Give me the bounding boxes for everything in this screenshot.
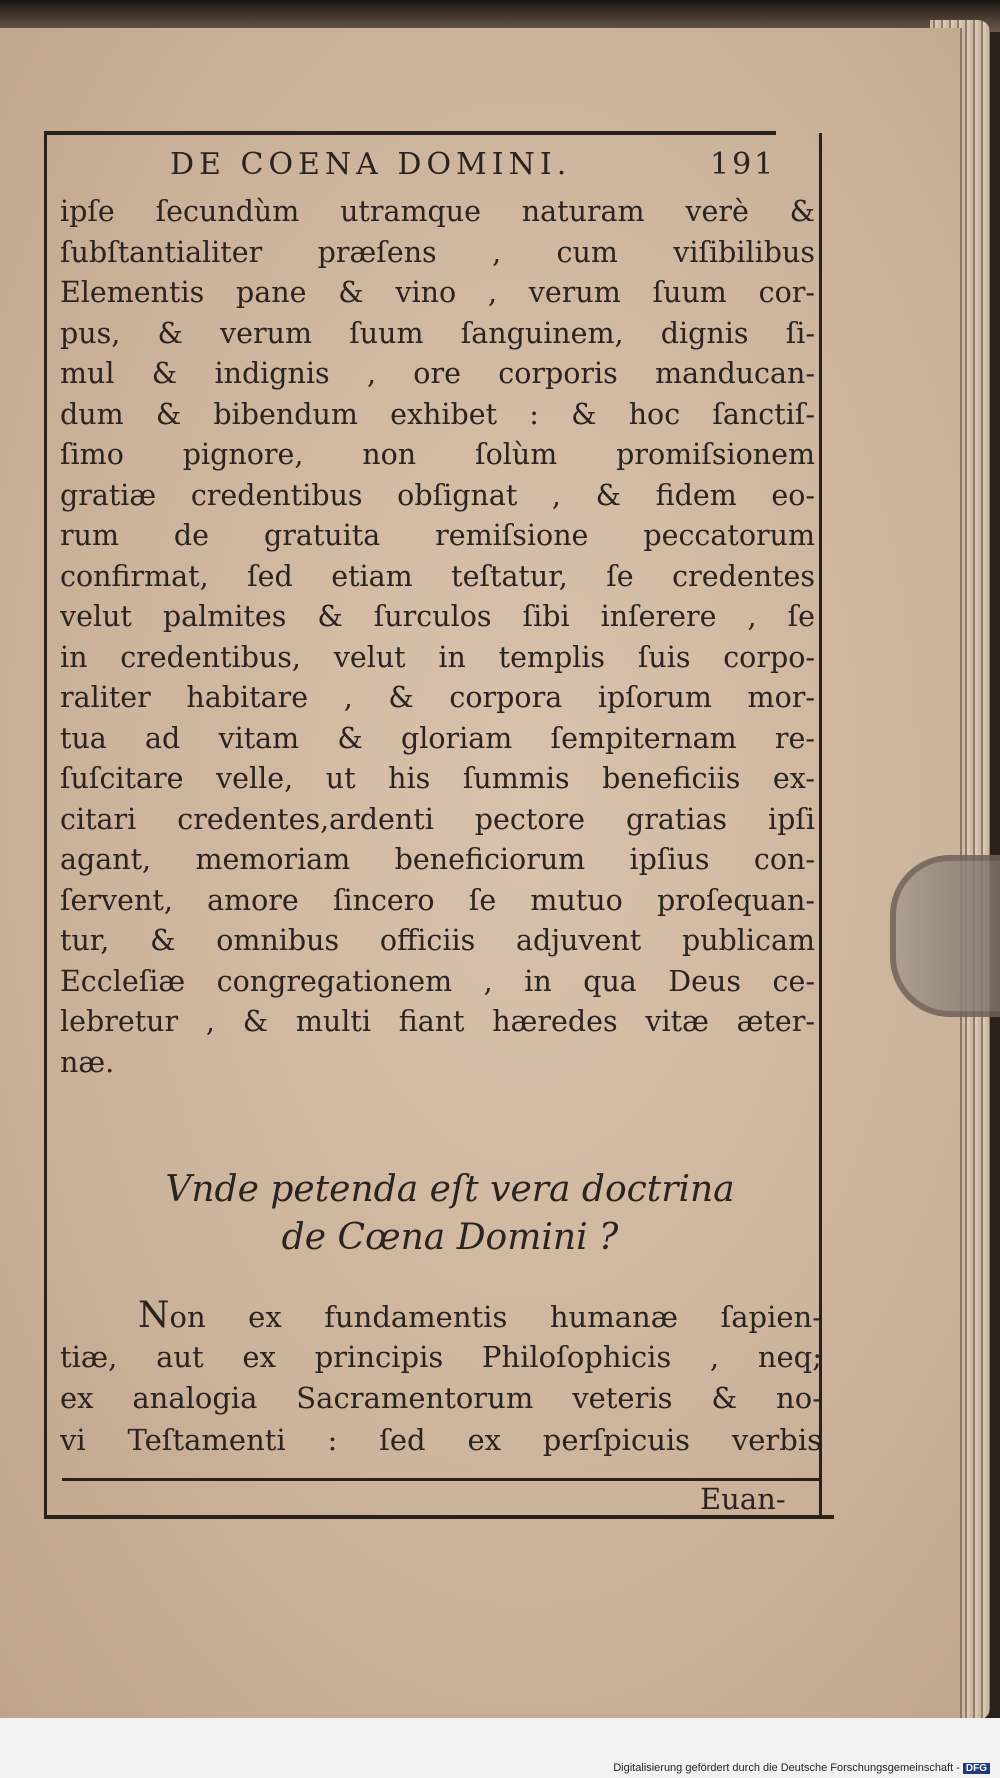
text-line: agant, memoriam beneficiorum ipſius con- (60, 843, 815, 876)
catchword: Euan- (700, 1482, 786, 1516)
page-number: 191 (710, 147, 777, 182)
text-line: ſervent, amore ſincero ſe mutuo proſequan- (60, 883, 815, 917)
text-line: ex analogia Sacramentorum veteris & no- (60, 1381, 822, 1415)
initial-letter: N (138, 1295, 170, 1336)
text-line: confirmat, ſed etiam teſtatur, ſe credentes (60, 559, 815, 593)
text-line: dum & bibendum exhibet : & hoc ſanctiſ- (60, 397, 815, 431)
text-line: mul & indignis , ore corporis manducan- (60, 357, 815, 390)
text-line (60, 1295, 822, 1337)
text-line: raliter habitare , & corpora ipſorum mor- (60, 681, 815, 714)
running-header (170, 147, 820, 182)
heading-line-2: de Cœna Domini ? (281, 1217, 619, 1258)
paragraph-1 (60, 192, 815, 1083)
text-line: citari credentes,ardenti pectore gratias ipſi (60, 802, 815, 836)
funding-note (613, 1762, 990, 1774)
paragraph-2 (60, 1295, 822, 1461)
text-line: Elementis pane & vino , verum ſuum cor- (60, 276, 815, 309)
first-line-text: on ex fundamentis humanæ ſapien- (169, 1300, 822, 1334)
dfg-logo: DFG (963, 1763, 990, 1774)
text-line: ſimo pignore, non ſolùm promiſsionem (60, 438, 815, 471)
footer-band (0, 1718, 1000, 1778)
text-line: tiæ, aut ex principis Philoſophicis , neq; (60, 1339, 822, 1374)
text-line: gratiæ credentibus obſignat , & fidem eo- (60, 478, 815, 512)
lower-rule (62, 1478, 822, 1481)
section-heading (100, 1166, 800, 1262)
text-line: vi Teſtamenti : ſed ex perſpicuis verbis (60, 1422, 822, 1457)
heading-line-1: Vnde petenda eſt vera doctrina (165, 1169, 735, 1210)
running-title: DE COENA DOMINI. (170, 147, 572, 182)
text-line: tur, & omnibus officiis adjuvent publicam (60, 924, 815, 957)
text-line: velut palmites & ſurculos ſibi inſerere , ſe (60, 600, 815, 633)
text-line: tua ad vitam & gloriam ſempiternam re- (60, 721, 815, 755)
text-line: Eccleſiæ congregationem , in qua Deus ce- (60, 964, 815, 998)
text-line: lebretur , & multi fiant hæredes vitæ æter- (60, 1005, 815, 1038)
text-line: ſubſtantialiter præſens , cum viſibilibus (60, 235, 815, 269)
funding-text: Digitalisierung gefördert durch die Deutsche Forschungsgemeinschaft - (613, 1762, 960, 1774)
text-line: in credentibus, velut in templis ſuis corpo- (60, 640, 815, 674)
text-line: pus, & verum ſuum ſanguinem, dignis ſi- (60, 316, 815, 350)
text-line: rum de gratuita remiſsione peccatorum (60, 519, 815, 552)
text-line: ſuſcitare velle, ut his ſummis beneficiis ex- (60, 762, 815, 795)
clasp-icon (890, 855, 1000, 1017)
text-line: næ. (60, 1045, 115, 1079)
text-line: ipſe ſecundùm utramque naturam verè & (60, 195, 815, 228)
